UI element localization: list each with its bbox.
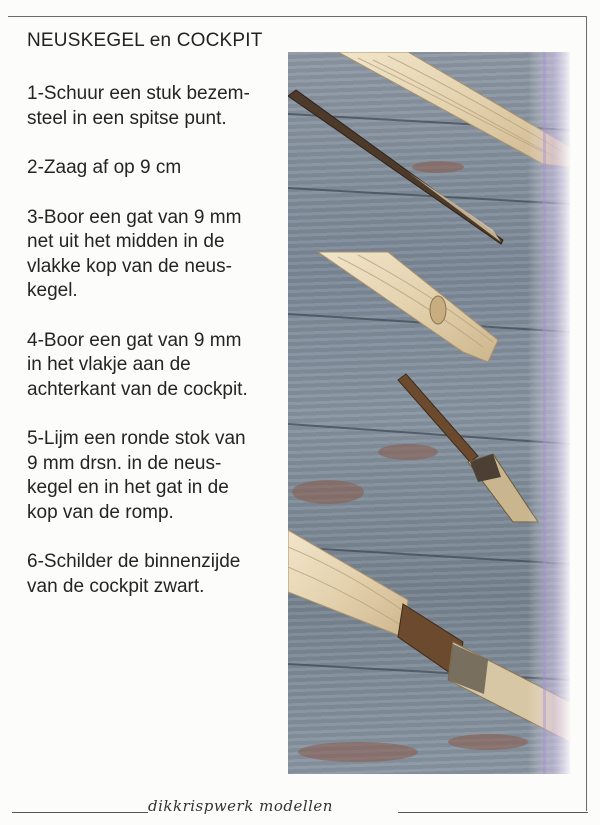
page-title: NEUSKEGEL en COCKPIT <box>27 30 263 51</box>
signature: dikkrispwerk modellen <box>148 797 333 815</box>
step-4: 4-Boor een gat van 9 mm in het vlakje aan de achterkant van de cockpit. <box>27 329 248 400</box>
photo-sharpened-broomstick-tip <box>288 52 570 244</box>
step-6: 6-Schilder de binnenzijde van de cockpit zwart. <box>27 551 241 597</box>
signature-rule-right <box>398 812 588 813</box>
step-2: 2-Zaag af op 9 cm <box>27 157 182 178</box>
photo-collage <box>288 52 570 774</box>
photo-strip <box>288 52 570 774</box>
photo-drilled-nose-cone-and-dowel <box>318 252 538 522</box>
instruction-list <box>27 82 289 624</box>
step-3: 3-Boor een gat van 9 mm net uit het midden in de vlakke kop van de neus- kegel. <box>27 206 242 301</box>
step-5: 5-Lijm een ronde stok van 9 mm drsn. in de neus- kegel en in het gat in de kop van de romp. <box>27 428 246 523</box>
signature-rule-left <box>12 812 148 813</box>
step-1: 1-Schuur een stuk bezem- steel in een spitse punt. <box>27 83 250 129</box>
